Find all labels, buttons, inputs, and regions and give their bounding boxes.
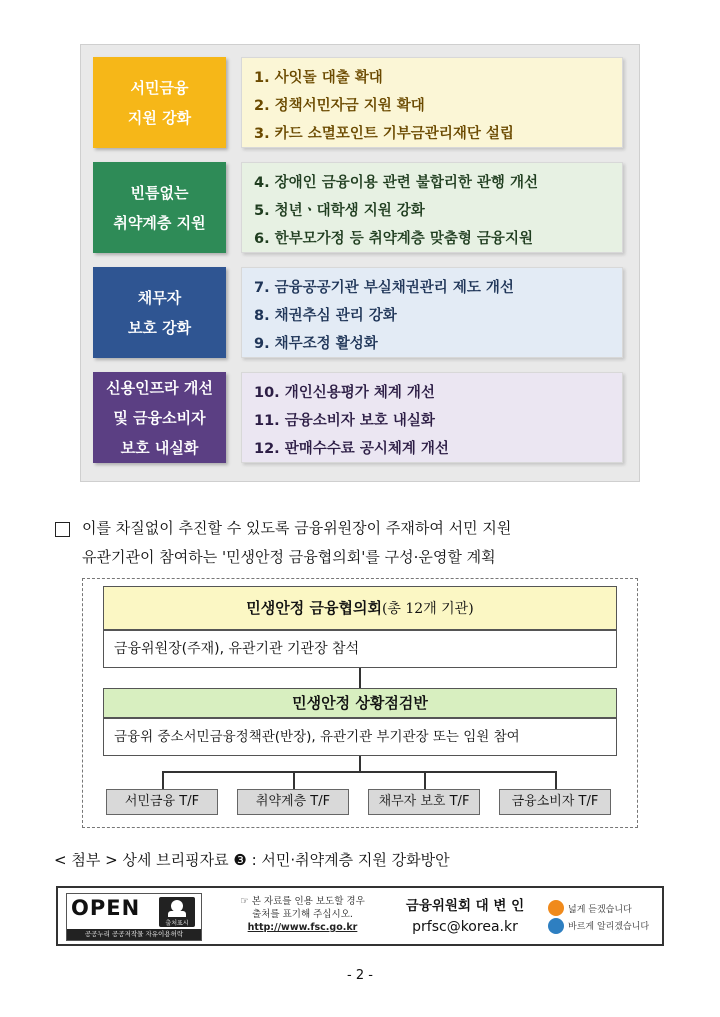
bullet-square-icon <box>55 522 70 537</box>
council-desc-box <box>103 630 617 668</box>
page-number: - 2 - <box>347 968 373 983</box>
connector-line <box>424 771 426 789</box>
council-desc: 금융위원장(주재), 유관기관 기관장 참석 <box>114 641 360 657</box>
policy-item: 2. 정책서민자금 지원 확대 <box>254 98 425 114</box>
connector-line <box>162 771 555 773</box>
category-title: 보호 내실화 <box>120 438 199 457</box>
policy-item: 12. 판매수수료 공시체계 개선 <box>254 441 449 457</box>
policy-item: 3. 카드 소멸포인트 기부금관리재단 설립 <box>254 126 514 142</box>
citation-notice <box>215 895 390 934</box>
category-title: 서민금융 <box>130 78 189 97</box>
connector-line <box>162 771 164 789</box>
task-force-box: 서민금융 T/F <box>106 789 218 815</box>
connector-line <box>359 756 361 772</box>
task-force-box: 채무자 보호 T/F <box>368 789 480 815</box>
task-force-box: 금융소비자 T/F <box>499 789 611 815</box>
council-box <box>103 586 617 630</box>
open-label: OPEN <box>71 896 141 920</box>
open-license-logo <box>66 893 202 941</box>
speaker-icon <box>548 918 564 934</box>
category-seomin-finance <box>93 57 226 148</box>
slogan-line-1: 넓게 듣겠습니다 <box>568 905 632 915</box>
notice-line-2: 출처를 표기해 주십시오. <box>252 909 353 920</box>
connector-line <box>359 668 361 688</box>
fsc-link[interactable]: http://www.fsc.go.kr <box>247 922 358 933</box>
policy-item: 1. 사잇돌 대출 확대 <box>254 70 383 86</box>
category-title: 지원 강화 <box>127 108 192 127</box>
attribution-icon <box>159 897 195 927</box>
policy-item: 4. 장애인 금융이용 관련 불합리한 관행 개선 <box>254 175 539 191</box>
policy-item: 8. 채권추심 관리 강화 <box>254 308 397 324</box>
policy-item: 10. 개인신용평가 체계 개선 <box>254 385 435 401</box>
connector-line <box>293 771 295 789</box>
paragraph-line-2: 유관기관이 참여하는 '민생안정 금융협의회'를 구성·운영할 계획 <box>82 548 496 566</box>
category-title: 채무자 <box>137 288 182 307</box>
task-force-box: 취약계층 T/F <box>237 789 349 815</box>
policy-item: 6. 한부모가정 등 취약계층 맞춤형 금융지원 <box>254 231 533 247</box>
category-items-2 <box>241 162 623 253</box>
slogan-line-2: 바르게 알리겠습니다 <box>568 922 650 932</box>
policy-item: 5. 청년ㆍ대학생 지원 강화 <box>254 203 425 219</box>
category-items-1 <box>241 57 623 148</box>
open-caption: 공공누리 공공저작물 자유이용허락 <box>67 929 201 940</box>
attachment-note: < 첨부 > 상세 브리핑자료 ❸ : 서민·취약계층 지원 강화방안 <box>54 851 450 869</box>
ear-icon <box>548 900 564 916</box>
category-items-3 <box>241 267 623 358</box>
category-items-4 <box>241 372 623 463</box>
spokesman-block <box>395 896 535 938</box>
council-title: 민생안정 금융협의회 <box>246 599 382 617</box>
policy-item: 11. 금융소비자 보호 내실화 <box>254 413 435 429</box>
review-desc: 금융위 중소서민금융정책관(반장), 유관기관 부기관장 또는 임원 참여 <box>114 729 520 745</box>
notice-line-1: ☞ 본 자료를 인용 보도할 경우 <box>240 896 365 907</box>
spokesman-title: 금융위원회 대 변 인 <box>405 898 525 914</box>
policy-item: 7. 금융공공기관 부실채권관리 제도 개선 <box>254 280 514 296</box>
slogan-block <box>546 898 658 938</box>
paragraph-line-1: 이를 차질없이 추진할 수 있도록 금융위원장이 주재하여 서민 지원 <box>82 519 512 537</box>
policy-panel <box>80 44 640 482</box>
category-debtor-protection <box>93 267 226 358</box>
category-title: 취약계층 지원 <box>113 213 206 232</box>
category-vulnerable-support <box>93 162 226 253</box>
spokesman-email[interactable]: prfsc@korea.kr <box>412 919 518 935</box>
review-title: 민생안정 상황점검반 <box>292 694 428 712</box>
open-badge: 출처표시 <box>165 920 189 927</box>
council-note: (총 12개 기관) <box>381 601 474 617</box>
policy-item: 9. 채무조정 활성화 <box>254 336 378 352</box>
review-box <box>103 688 617 718</box>
category-title: 빈틈없는 <box>130 183 189 202</box>
connector-line <box>555 771 557 789</box>
category-title: 신용인프라 개선 <box>106 378 213 397</box>
category-title: 보호 강화 <box>127 318 192 337</box>
category-credit-infra <box>93 372 226 463</box>
review-desc-box <box>103 718 617 756</box>
category-title: 및 금융소비자 <box>113 408 206 427</box>
